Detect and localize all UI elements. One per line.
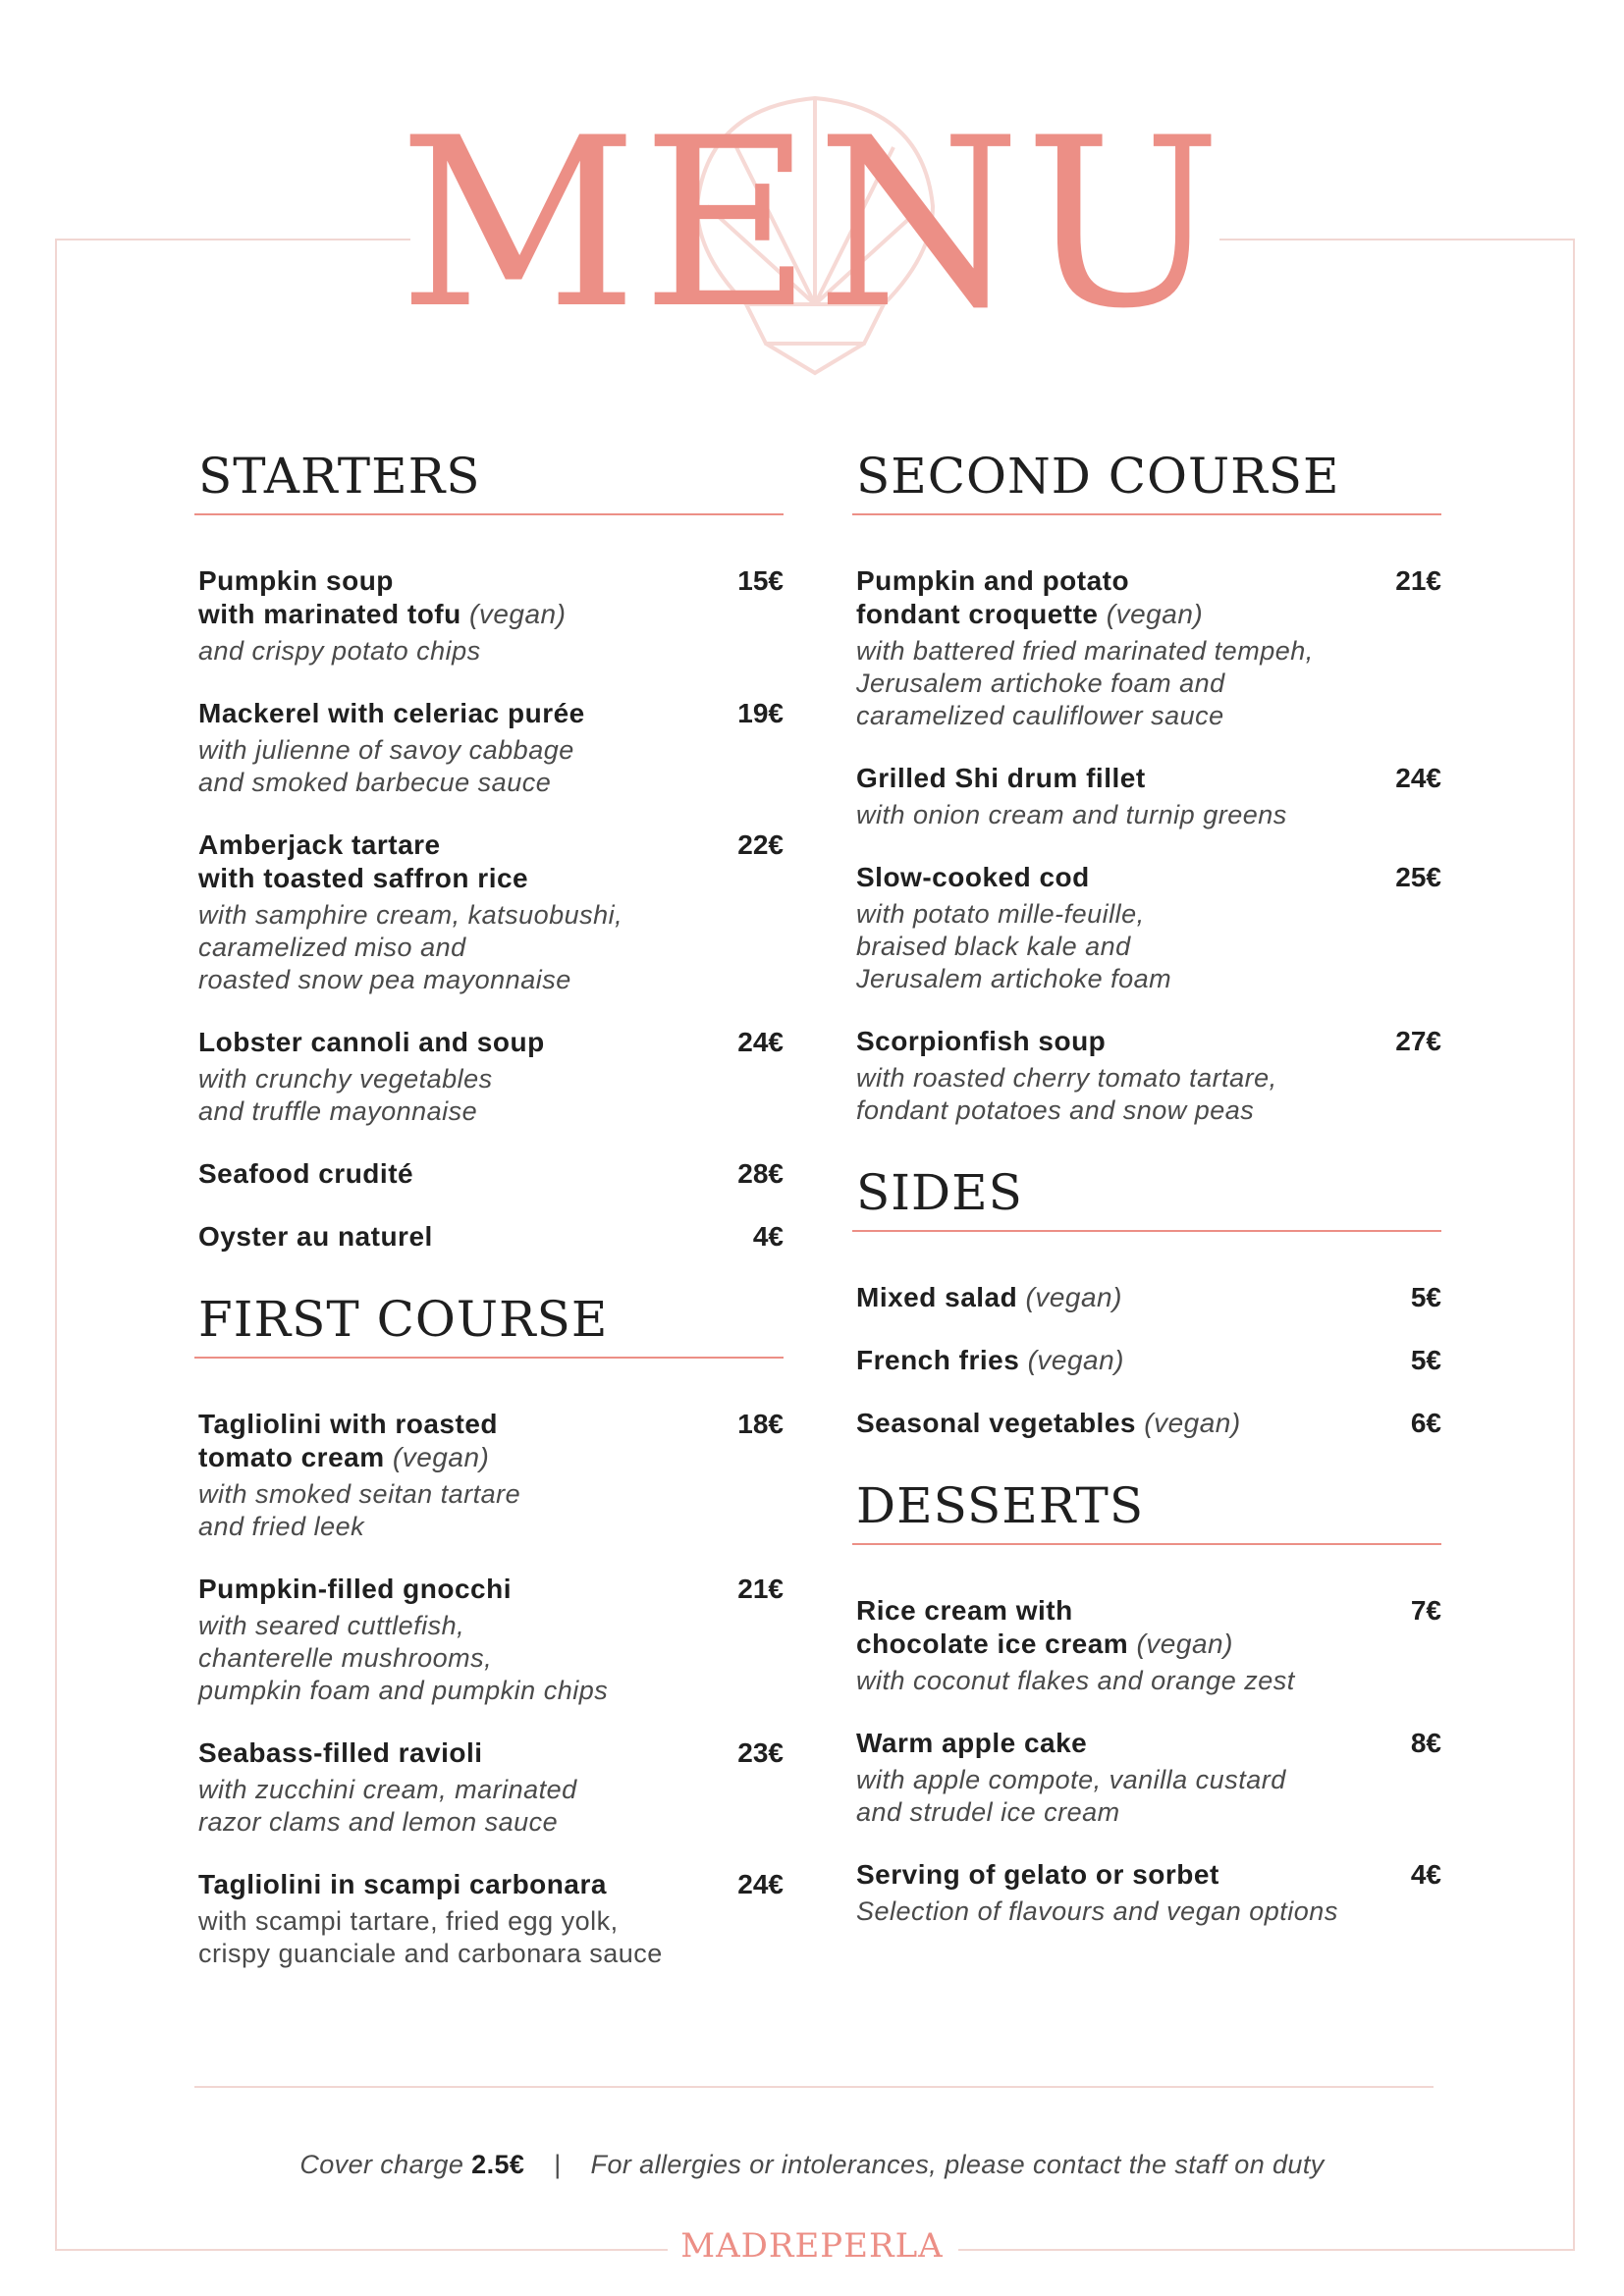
item-description-line: with battered fried marinated tempeh, (856, 636, 1314, 666)
item-list (852, 1594, 1441, 1928)
item-price: 24€ (737, 1869, 784, 1899)
item-description-line: and fried leek (198, 1512, 365, 1541)
item-name-text: Warm apple cake (856, 1728, 1088, 1758)
item-name (852, 1407, 1441, 1440)
section-starters (194, 450, 784, 1254)
section-sides (852, 1166, 1441, 1440)
item-name-line (198, 1736, 695, 1770)
item-name-line (856, 1281, 1353, 1314)
item-name (852, 1025, 1441, 1058)
item-name-line (856, 1858, 1353, 1892)
menu-item (194, 1868, 784, 1970)
item-price: 24€ (1395, 763, 1441, 793)
item-name (194, 697, 784, 730)
vegan-tag: (vegan) (1136, 1629, 1233, 1659)
vegan-tag: (vegan) (1025, 1282, 1122, 1312)
item-name-text: Mackerel with celeriac purée (198, 698, 585, 728)
item-name-line (856, 598, 1353, 631)
item-name-line (198, 1408, 695, 1441)
vegan-tag: (vegan) (1027, 1345, 1124, 1375)
item-price: 4€ (752, 1221, 784, 1252)
vegan-tag: (vegan) (1144, 1408, 1241, 1438)
item-description-line: Selection of flavours and vegan options (856, 1896, 1338, 1926)
item-name-line (856, 1407, 1353, 1440)
item-description-line: braised black kale and (856, 932, 1131, 961)
item-description-line: with smoked seitan tartare (198, 1479, 521, 1509)
item-name-text: French fries (856, 1345, 1020, 1375)
item-price: 18€ (737, 1409, 784, 1439)
item-name-line (198, 598, 695, 631)
item-description-line: chanterelle mushrooms, (198, 1643, 493, 1673)
item-price: 22€ (737, 829, 784, 860)
item-description-line: with coconut flakes and orange zest (856, 1666, 1295, 1695)
item-name-line (198, 1573, 695, 1606)
item-name (852, 1344, 1441, 1377)
item-description-line: with scampi tartare, fried egg yolk, (198, 1906, 619, 1936)
item-description (194, 1905, 784, 1970)
item-name-line (856, 1344, 1353, 1377)
item-name (852, 861, 1441, 894)
section-desserts (852, 1479, 1441, 1928)
item-description-line: and crispy potato chips (198, 636, 481, 666)
vegan-tag: (vegan) (1106, 599, 1204, 629)
item-price: 15€ (737, 565, 784, 596)
item-name-text: tomato cream (198, 1442, 385, 1472)
vegan-tag: (vegan) (469, 599, 567, 629)
item-name (194, 564, 784, 631)
item-list (194, 1408, 784, 1970)
menu-item (194, 564, 784, 667)
footer-divider (194, 2086, 1434, 2088)
cover-charge-label: Cover charge (299, 2150, 464, 2179)
menu-item (852, 1594, 1441, 1697)
item-description (852, 1062, 1441, 1127)
item-description-line: with crunchy vegetables (198, 1064, 493, 1094)
item-name-text: with marinated tofu (198, 599, 461, 629)
item-name-line (198, 1441, 695, 1474)
item-description-line: and smoked barbecue sauce (198, 768, 552, 797)
item-description-line: crispy guanciale and carbonara sauce (198, 1939, 663, 1968)
item-name-line (198, 1868, 695, 1901)
left-column (194, 450, 784, 2000)
footer-note (0, 2150, 1624, 2180)
item-name-text: chocolate ice cream (856, 1629, 1129, 1659)
item-name-text: Tagliolini in scampi carbonara (198, 1869, 607, 1899)
item-name-text: Grilled Shi drum fillet (856, 763, 1146, 793)
item-name-text: Mixed salad (856, 1282, 1018, 1312)
menu-item (194, 828, 784, 996)
item-name-line (198, 697, 695, 730)
item-price: 28€ (737, 1158, 784, 1189)
item-name-line (856, 1727, 1353, 1760)
item-price: 21€ (737, 1574, 784, 1604)
item-name (194, 828, 784, 895)
item-list (852, 1281, 1441, 1440)
item-price: 27€ (1395, 1026, 1441, 1056)
item-description-line: Jerusalem artichoke foam (856, 964, 1172, 993)
item-description (194, 1610, 784, 1707)
menu-item (194, 1026, 784, 1128)
item-description (852, 898, 1441, 995)
item-price: 8€ (1410, 1728, 1441, 1758)
item-name (194, 1157, 784, 1191)
menu-item (194, 1573, 784, 1707)
item-description (194, 734, 784, 799)
item-name (194, 1408, 784, 1474)
item-description-line: with onion cream and turnip greens (856, 800, 1287, 829)
section-title: FIRST COURSE (194, 1293, 784, 1359)
menu-item (194, 1220, 784, 1254)
item-description-line: and truffle mayonnaise (198, 1096, 478, 1126)
item-price: 24€ (737, 1027, 784, 1057)
menu-item (194, 1157, 784, 1191)
item-name-text: Pumpkin soup (198, 565, 394, 596)
section-first-course (194, 1293, 784, 1970)
item-name (852, 1727, 1441, 1760)
vegan-tag: (vegan) (392, 1442, 490, 1472)
item-price: 21€ (1395, 565, 1441, 596)
item-description (194, 1478, 784, 1543)
item-name (194, 1220, 784, 1254)
item-price: 23€ (737, 1737, 784, 1768)
item-name-line (198, 1157, 695, 1191)
menu-item (194, 1736, 784, 1839)
section-title: SECOND COURSE (852, 450, 1441, 515)
item-name-text: Slow-cooked cod (856, 862, 1090, 892)
menu-item (852, 1858, 1441, 1928)
item-description-line: with samphire cream, katsuobushi, (198, 900, 623, 930)
menu-item (194, 697, 784, 799)
item-name-line (856, 1594, 1353, 1628)
item-name-line (198, 828, 695, 862)
item-description (852, 799, 1441, 831)
brand-name: MADREPERLA (680, 2226, 944, 2266)
menu-item (852, 1281, 1441, 1314)
item-description (194, 1063, 784, 1128)
item-name-text: Seasonal vegetables (856, 1408, 1136, 1438)
item-price: 19€ (737, 698, 784, 728)
item-description-line: with zucchini cream, marinated (198, 1775, 577, 1804)
section-second-course (852, 450, 1441, 1127)
item-description-line: roasted snow pea mayonnaise (198, 965, 571, 994)
menu-item (852, 564, 1441, 732)
cover-charge-value: 2.5€ (471, 2150, 525, 2179)
section-title: STARTERS (194, 450, 784, 515)
menu-item (852, 762, 1441, 831)
item-description (852, 635, 1441, 732)
item-name-line (856, 564, 1353, 598)
item-price: 7€ (1410, 1595, 1441, 1626)
item-name (852, 762, 1441, 795)
item-name (852, 1594, 1441, 1661)
item-price: 4€ (1410, 1859, 1441, 1890)
item-name (852, 1858, 1441, 1892)
item-name (194, 1026, 784, 1059)
item-description-line: razor clams and lemon sauce (198, 1807, 559, 1837)
item-description-line: with julienne of savoy cabbage (198, 735, 574, 765)
item-name-line (198, 564, 695, 598)
item-description-line: and strudel ice cream (856, 1797, 1120, 1827)
item-name-text: Scorpionfish soup (856, 1026, 1107, 1056)
item-name (194, 1736, 784, 1770)
item-description-line: Jerusalem artichoke foam and (856, 668, 1225, 698)
item-description-line: with seared cuttlefish, (198, 1611, 465, 1640)
item-description (194, 635, 784, 667)
item-name-text: Oyster au naturel (198, 1221, 433, 1252)
item-price: 5€ (1410, 1282, 1441, 1312)
item-name-line (856, 861, 1353, 894)
allergy-note: For allergies or intolerances, please contact the staff on duty (590, 2150, 1325, 2179)
section-title: DESSERTS (852, 1479, 1441, 1545)
item-description-line: fondant potatoes and snow peas (856, 1095, 1255, 1125)
item-description (852, 1896, 1441, 1928)
item-description-line: with potato mille-feuille, (856, 899, 1145, 929)
menu-item (852, 1025, 1441, 1127)
item-name-text: Pumpkin and potato (856, 565, 1130, 596)
item-name-text: Lobster cannoli and soup (198, 1027, 545, 1057)
page-title: MENU (398, 88, 1226, 360)
item-name-line (856, 762, 1353, 795)
menu-item (852, 861, 1441, 995)
item-name-text: Tagliolini with roasted (198, 1409, 498, 1439)
item-name-text: with toasted saffron rice (198, 863, 529, 893)
menu-item (852, 1727, 1441, 1829)
item-description (194, 899, 784, 996)
item-name (852, 1281, 1441, 1314)
item-name-text: Seafood crudité (198, 1158, 414, 1189)
item-price: 6€ (1410, 1408, 1441, 1438)
item-description-line: with apple compote, vanilla custard (856, 1765, 1286, 1794)
item-name-text: Seabass-filled ravioli (198, 1737, 483, 1768)
item-price: 5€ (1410, 1345, 1441, 1375)
item-description (852, 1764, 1441, 1829)
item-name-text: Rice cream with (856, 1595, 1073, 1626)
item-list (194, 564, 784, 1254)
item-description (852, 1665, 1441, 1697)
item-name-line (198, 862, 695, 895)
item-name-line (198, 1026, 695, 1059)
item-description-line: caramelized miso and (198, 933, 466, 962)
item-name-text: Amberjack tartare (198, 829, 441, 860)
right-column (852, 450, 1441, 1957)
item-name-line (198, 1220, 695, 1254)
section-title: SIDES (852, 1166, 1441, 1232)
footer-separator: | (554, 2150, 562, 2179)
item-name-line (856, 1628, 1353, 1661)
item-price: 25€ (1395, 862, 1441, 892)
item-description (194, 1774, 784, 1839)
item-name (194, 1868, 784, 1901)
item-description-line: pumpkin foam and pumpkin chips (198, 1676, 609, 1705)
item-list (852, 564, 1441, 1127)
item-description-line: with roasted cherry tomato tartare, (856, 1063, 1277, 1093)
item-name (852, 564, 1441, 631)
menu-item (852, 1407, 1441, 1440)
menu-item (852, 1344, 1441, 1377)
item-description-line: caramelized cauliflower sauce (856, 701, 1224, 730)
item-name-text: fondant croquette (856, 599, 1099, 629)
menu-item (194, 1408, 784, 1543)
item-name (194, 1573, 784, 1606)
item-name-text: Serving of gelato or sorbet (856, 1859, 1219, 1890)
item-name-text: Pumpkin-filled gnocchi (198, 1574, 513, 1604)
item-name-line (856, 1025, 1353, 1058)
